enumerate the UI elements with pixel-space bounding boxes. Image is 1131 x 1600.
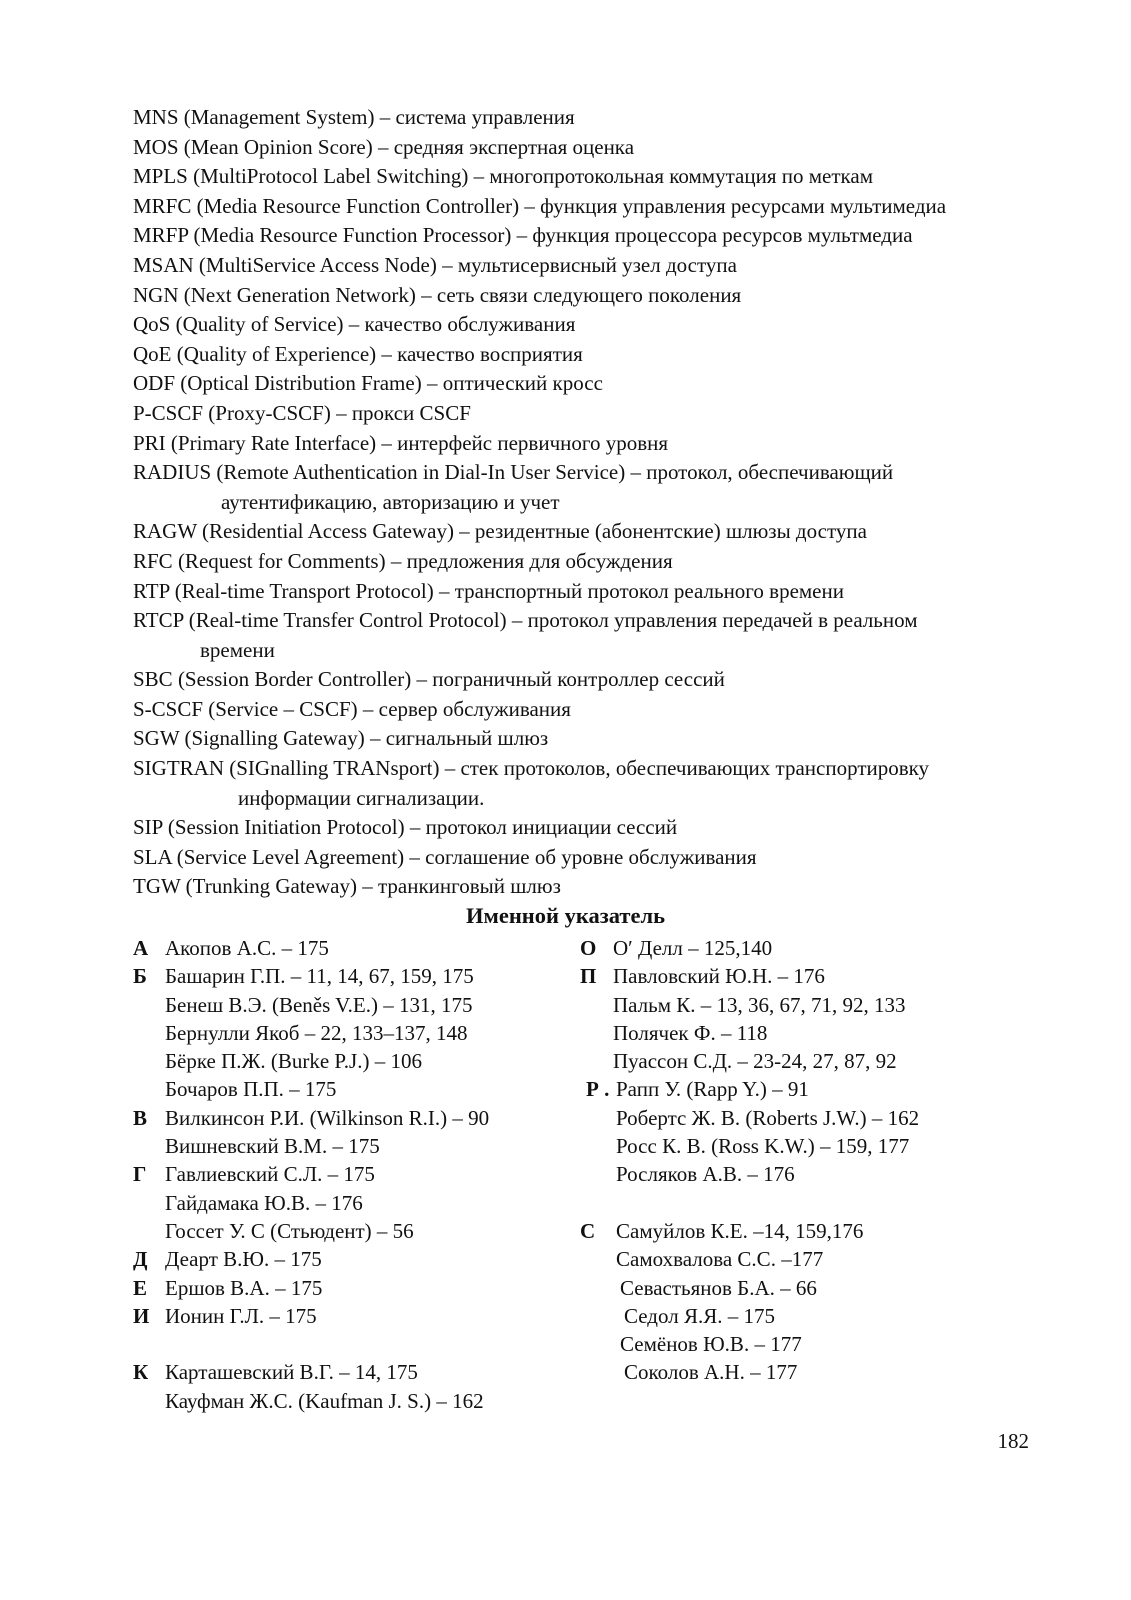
index-letter: К	[133, 1360, 149, 1385]
abbreviation-text: RAGW (Residential Access Gateway) – резидентные (абонентские) шлюзы доступа	[133, 519, 867, 544]
abbreviation-entry	[133, 369, 1033, 399]
abbreviation-text: MRFC (Media Resource Function Controller) – функция управления ресурсами мультимедиа	[133, 193, 947, 218]
index-name: Госсет У. С (Стьюдент) – 56	[165, 1218, 414, 1243]
index-name: Деарт В.Ю. – 175	[165, 1247, 322, 1272]
abbreviation-text: QoE (Quality of Experience) – качество восприятия	[133, 341, 583, 366]
index-name: Самохвалова С.С. –177	[616, 1247, 824, 1272]
index-name: Павловский Ю.Н. – 176	[613, 964, 825, 989]
index-letter: Е	[133, 1275, 148, 1300]
abbreviation-text: RFC (Request for Comments) – предложения для обсуждения	[133, 548, 673, 573]
abbreviation-text: SLA (Service Level Agreement) – соглашение об уровне обслуживания	[133, 844, 757, 869]
index-entry	[580, 1217, 1050, 1245]
abbreviation-text: NGN (Next Generation Network) – сеть связи следующего поколения	[133, 282, 742, 307]
index-name: Бочаров П.П. – 175	[165, 1077, 337, 1102]
index-entry	[580, 1245, 1050, 1273]
abbreviation-text: SIP (Session Initiation Protocol) – протокол инициации сессий	[133, 815, 678, 840]
index-letter: Р .	[586, 1077, 610, 1102]
abbreviation-text: SGW (Signalling Gateway) – сигнальный шлюз	[133, 726, 549, 751]
index-letter: Г	[133, 1162, 147, 1187]
index-name: Семёнов Ю.В. – 177	[620, 1332, 802, 1357]
abbreviation-entry	[133, 399, 1033, 429]
abbreviation-text: RTP (Real-time Transport Protocol) – транспортный протокол реального времени	[133, 578, 844, 603]
index-name: Ершов В.А. – 175	[165, 1275, 323, 1300]
index-letter: Б	[133, 964, 147, 989]
abbreviation-entry	[133, 310, 1033, 340]
index-name: Бёрке П.Ж. (Burke P.J.) – 106	[165, 1049, 422, 1074]
index-name: Ионин Г.Л. – 175	[165, 1303, 317, 1328]
index-entry	[133, 1189, 573, 1217]
abbreviation-entry	[133, 577, 1033, 607]
abbreviation-text: SBC (Session Border Controller) – пограничный контроллер сессий	[133, 667, 725, 692]
abbreviation-entry	[133, 872, 1033, 902]
index-letter: Д	[133, 1247, 148, 1272]
index-entry	[580, 934, 1050, 962]
abbreviation-text: RADIUS (Remote Authentication in Dial-In User Service) – протокол, обеспечивающий	[133, 460, 894, 485]
index-entry	[133, 1358, 573, 1386]
page-number: 182	[997, 1429, 1029, 1453]
abbreviation-entry	[133, 547, 1033, 577]
abbreviation-entry	[133, 754, 1033, 813]
abbreviation-text: MSAN (MultiService Access Node) – мультисервисный узел доступа	[133, 252, 737, 277]
abbreviation-text: MRFP (Media Resource Function Processor) – функция процессора ресурсов мультмедиа	[133, 223, 913, 248]
abbreviation-text: PRI (Primary Rate Interface) – интерфейс первичного уровня	[133, 430, 669, 455]
index-entry	[133, 962, 573, 990]
index-name: Бернулли Якоб – 22, 133–137, 148	[165, 1020, 468, 1045]
name-index-right-column	[580, 934, 1050, 1387]
index-letter: О	[580, 936, 597, 960]
index-entry	[580, 1274, 1050, 1302]
index-entry	[133, 1245, 573, 1273]
abbreviation-continuation: аутентификацию, авторизацию и учет	[221, 489, 560, 514]
index-name: Пальм К. – 13, 36, 67, 71, 92, 133	[613, 992, 906, 1017]
index-letter: П	[580, 964, 597, 989]
abbreviation-text: MNS (Management System) – система управления	[133, 105, 575, 129]
abbreviation-text: SIGTRAN (SIGnalling TRANsport) – стек протоколов, обеспечивающих транспортировку	[133, 756, 930, 781]
index-name: Карташевский В.Г. – 14, 175	[165, 1360, 418, 1385]
index-entry	[580, 962, 1050, 990]
index-entry	[580, 1075, 1050, 1103]
abbreviation-entry	[133, 695, 1033, 725]
index-name: Седол Я.Я. – 175	[624, 1303, 775, 1328]
index-name: Акопов А.С. – 175	[165, 936, 329, 960]
abbreviation-entry	[133, 281, 1033, 311]
abbreviation-continuation: информации сигнализации.	[238, 785, 485, 810]
index-name: Кауфман Ж.С. (Kaufman J. S.) – 162	[165, 1388, 484, 1413]
abbreviation-text: ODF (Optical Distribution Frame) – оптический кросс	[133, 371, 603, 396]
index-entry	[133, 1160, 573, 1188]
index-name: Пуассон С.Д. – 23-24, 27, 87, 92	[613, 1049, 897, 1074]
index-entry	[580, 1160, 1050, 1188]
index-name: Рапп У. (Rapp Y.) – 91	[616, 1077, 809, 1102]
index-name: Гавлиевский С.Л. – 175	[165, 1162, 375, 1187]
abbreviation-entry	[133, 458, 1033, 517]
index-entry	[580, 1047, 1050, 1075]
index-name: Самуйлов К.Е. –14, 159,176	[616, 1218, 864, 1243]
index-letter: А	[133, 936, 149, 960]
index-entry	[133, 1104, 573, 1132]
abbreviation-entry	[133, 251, 1033, 281]
index-name: Робертс Ж. В. (Roberts J.W.) – 162	[616, 1105, 920, 1130]
index-name: Бенеш В.Э. (Beněs V.E.) – 131, 175	[165, 992, 473, 1017]
abbreviation-entry	[133, 133, 1033, 163]
abbreviation-entry	[133, 103, 1033, 133]
abbreviation-text: TGW (Trunking Gateway) – транкинговый шлюз	[133, 874, 561, 899]
index-name: Росляков А.В. – 176	[616, 1162, 795, 1187]
abbreviation-entry	[133, 221, 1033, 251]
index-entry	[133, 1019, 573, 1047]
name-index-left-column	[133, 934, 573, 1415]
abbreviation-entry	[133, 429, 1033, 459]
index-entry	[580, 1132, 1050, 1160]
index-title: Именной указатель	[466, 903, 665, 928]
abbreviation-text: MOS (Mean Opinion Score) – средняя экспертная оценка	[133, 134, 635, 159]
index-entry	[580, 1104, 1050, 1132]
index-entry	[580, 1330, 1050, 1358]
abbreviation-text: QoS (Quality of Service) – качество обслуживания	[133, 312, 576, 337]
abbreviation-continuation: времени	[200, 637, 275, 662]
abbreviation-entry	[133, 340, 1033, 370]
index-name: Росс К. В. (Ross K.W.) – 159, 177	[616, 1134, 910, 1159]
index-name: Башарин Г.П. – 11, 14, 67, 159, 175	[165, 964, 474, 989]
index-name: Вишневский В.М. – 175	[165, 1134, 380, 1159]
index-entry	[133, 1047, 573, 1075]
abbreviation-entry	[133, 162, 1033, 192]
abbreviation-entry	[133, 192, 1033, 222]
abbreviation-entry	[133, 724, 1033, 754]
index-name: Полячек Ф. – 118	[613, 1020, 768, 1045]
index-entry	[133, 1302, 573, 1330]
index-name: О′ Делл – 125,140	[613, 936, 773, 960]
abbreviation-text: RTCP (Real-time Transfer Control Protocol) – протокол управления передачей в реальном	[133, 608, 918, 633]
index-entry	[133, 1274, 573, 1302]
abbreviation-text: MPLS (MultiProtocol Label Switching) – многопротокольная коммутация по меткам	[133, 164, 873, 189]
abbreviation-entry	[133, 517, 1033, 547]
index-entry	[133, 1075, 573, 1103]
index-letter: В	[133, 1105, 148, 1130]
index-letter: С	[580, 1218, 596, 1243]
index-entry	[133, 1217, 573, 1245]
index-name: Соколов А.Н. – 177	[624, 1360, 798, 1385]
abbreviation-text: S-CSCF (Service – CSCF) – сервер обслуживания	[133, 696, 571, 721]
index-entry	[133, 934, 573, 962]
index-entry	[133, 1132, 573, 1160]
abbreviation-entry	[133, 813, 1033, 843]
index-entry	[580, 1358, 1050, 1386]
index-entry	[580, 991, 1050, 1019]
abbreviation-text: P-CSCF (Proxy-CSCF) – прокси CSCF	[133, 400, 471, 425]
index-name: Гайдамака Ю.В. – 176	[165, 1190, 363, 1215]
index-entry	[133, 1387, 573, 1415]
index-name: Вилкинсон Р.И. (Wilkinson R.I.) – 90	[165, 1105, 490, 1130]
index-entry	[580, 1019, 1050, 1047]
abbreviation-list	[133, 103, 1033, 902]
index-entry	[580, 1302, 1050, 1330]
index-name: Севастьянов Б.А. – 66	[620, 1275, 817, 1300]
index-entry	[133, 991, 573, 1019]
abbreviation-entry	[133, 843, 1033, 873]
index-letter: И	[133, 1303, 150, 1328]
abbreviation-entry	[133, 606, 1033, 665]
abbreviation-entry	[133, 665, 1033, 695]
